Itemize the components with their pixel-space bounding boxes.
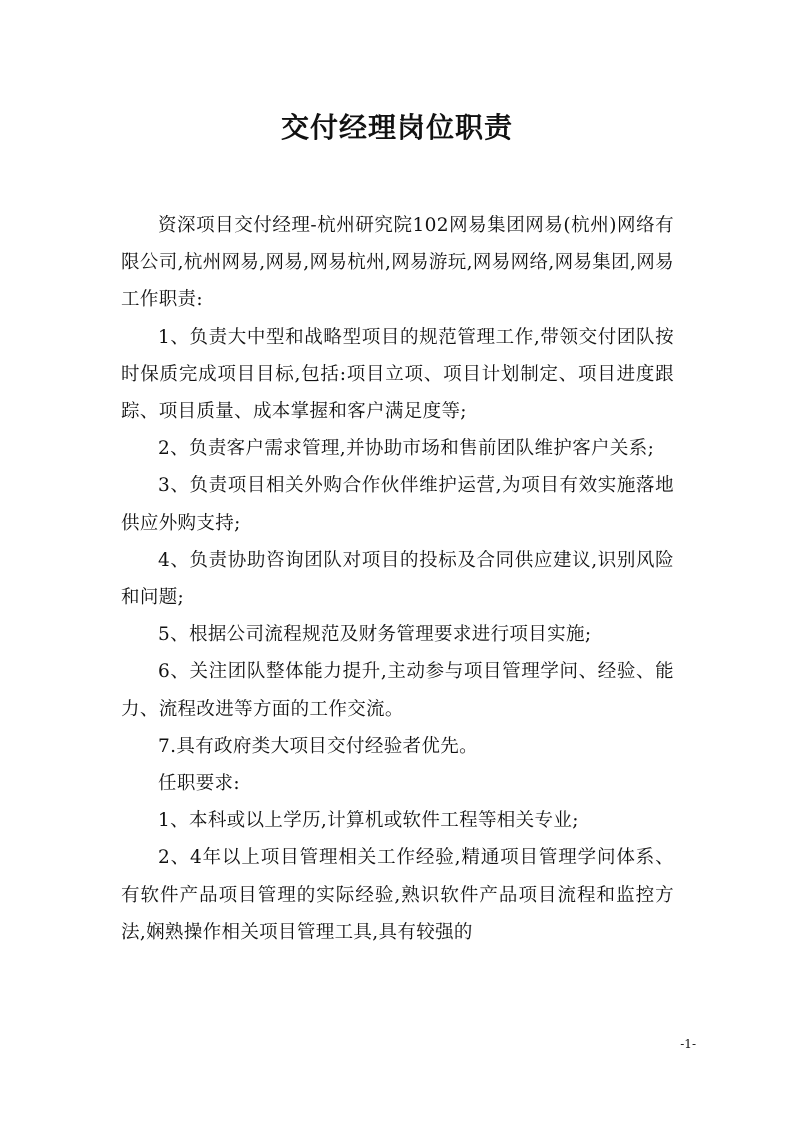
paragraph-requirement-1: 1、本科或以上学历,计算机或软件工程等相关专业;	[158, 810, 579, 832]
paragraph-requirement-2: 2、4年以上项目管理相关工作经验,精通项目管理学问体系、有软件产品项目管理的实际经验,熟识软件产品项目流程和监控方法,娴熟操作相关项目管理工具,具有较强的	[121, 847, 674, 943]
paragraph-duty-3: 3、负责项目相关外购合作伙伴维护运营,为项目有效实施落地供应外购支持;	[121, 475, 674, 534]
document-body	[121, 207, 674, 951]
paragraph-requirements-heading: 任职要求:	[158, 773, 240, 795]
paragraph-intro: 资深项目交付经理-杭州研究院102网易集团网易(杭州)网络有限公司,杭州网易,网易,网易杭州,网易游玩,网易网络,网易集团,网易工作职责:	[121, 215, 674, 311]
paragraph-duty-6: 6、关注团队整体能力提升,主动参与项目管理学问、经验、能力、流程改进等方面的工作交流。	[121, 661, 674, 720]
paragraph-duty-4: 4、负责协助咨询团队对项目的投标及合同供应建议,识别风险和问题;	[121, 549, 674, 609]
paragraph-duty-5: 5、根据公司流程规范及财务管理要求进行项目实施;	[158, 624, 592, 646]
page-title: 交付经理岗位职责	[280, 111, 513, 144]
paragraph-duty-1: 1、负责大中型和战略型项目的规范管理工作,带领交付团队按时保质完成项目目标,包括:项目立项、项目计划制定、项目进度跟踪、项目质量、成本掌握和客户满足度等;	[121, 326, 674, 423]
paragraph-duty-2: 2、负责客户需求管理,并协助市场和售前团队维护客户关系;	[158, 438, 655, 460]
paragraph-duty-7: 7.具有政府类大项目交付经验者优先。	[158, 735, 478, 757]
page-number: -1-	[680, 1037, 696, 1051]
